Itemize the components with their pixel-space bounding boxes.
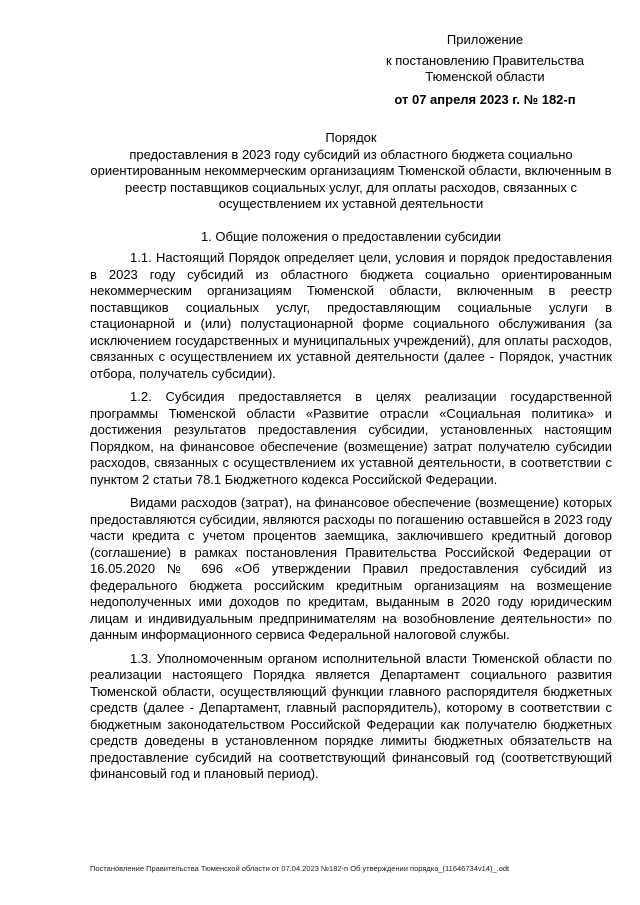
document-title — [90, 130, 612, 213]
document-body — [90, 250, 612, 783]
paragraph-1-2: 1.2. Субсидия предоставляется в целях реализации государственной программы Тюменской области «Развитие отрасли «Социальная политика» и достижения результатов предоставления субсидии, установленных настоящим Порядком, на финансовое обеспечение (возмещение) затрат получателю субсидии расходов, связанных с осуществлением их уставной деятельности, в соответствии с пунктом 2 статьи 78.1 Бюджетного кодекса Российской Федерации. — [90, 389, 612, 487]
paragraph-1-1: 1.1. Настоящий Порядок определяет цели, условия и порядок предоставления в 2023 году субсидий из областного бюджета социально ориентированным некоммерческим организациям Тюменской области, включенным в реестр поставщиков социальных услуг, предоставляющим социальные услуги в стационарной и (или) полустационарной форме социального обслуживания (за исключением государственных и муниципальных учреждений), для оплаты расходов, связанных с осуществлением их уставной деятельности (далее - Порядок, участник отбора, получатель субсидии). — [90, 250, 612, 381]
appendix-region-line: Тюменской области — [425, 69, 545, 84]
paragraph-1-3: 1.3. Уполномоченным органом исполнительной власти Тюменской области по реализации настоящего Порядка является Департамент социального развития Тюменской области, осуществляющий функции главного распорядителя бюджетных средств (далее - Департамент, главный распорядитель), которому в соответствии с бюджетным законодательством Российской Федерации как получателю бюджетных средств доведены в установленном порядке лимиты бюджетных обязательств на предоставление субсидий на соответствующий финансовый год (соответствующий финансовый год и плановый период). — [90, 650, 612, 781]
title-text: предоставления в 2023 году субсидий из областного бюджета социально ориентированным некоммерческим организациям Тюменской области, включенным в реестр поставщиков социальных услуг, для оплаты расходов, связанных с осуществлением их уставной деятельности — [90, 146, 612, 211]
paragraph-expense-types: Видами расходов (затрат), на финансовое обеспечение (возмещение) которых предоставляются субсидии, являются расходы по погашению оставшейся в 2023 году части кредита с учетом процентов заемщика, заключившего кредитный договор (соглашение) в рамках постановления Правительства Российской Федерации от 16.05.2020 № 696 «Об утверждении Правил предоставления субсидий из федерального бюджета российским кредитным организациям на возмещение недополученных ими доходов по кредитам, выданным в 2020 году юридическим лицам и индивидуальным предпринимателям на возобновление деятельности» по данным информационного сервиса Федеральной налоговой службы. — [90, 495, 612, 642]
appendix-resolution-line: к постановлению Правительства — [385, 53, 585, 68]
footer-filename: Постановление Правительства Тюменской области от 07.04.2023 №182-п Об утверждении порядка_(11646734v14)_.odt — [90, 864, 510, 873]
appendix-label: Приложение — [446, 32, 524, 47]
appendix-date-number: от 07 апреля 2023 г. № 182-п — [394, 92, 576, 107]
section-heading: 1. Общие положения о предоставлении субсидии — [200, 229, 502, 244]
title-heading: Порядок — [325, 130, 377, 145]
